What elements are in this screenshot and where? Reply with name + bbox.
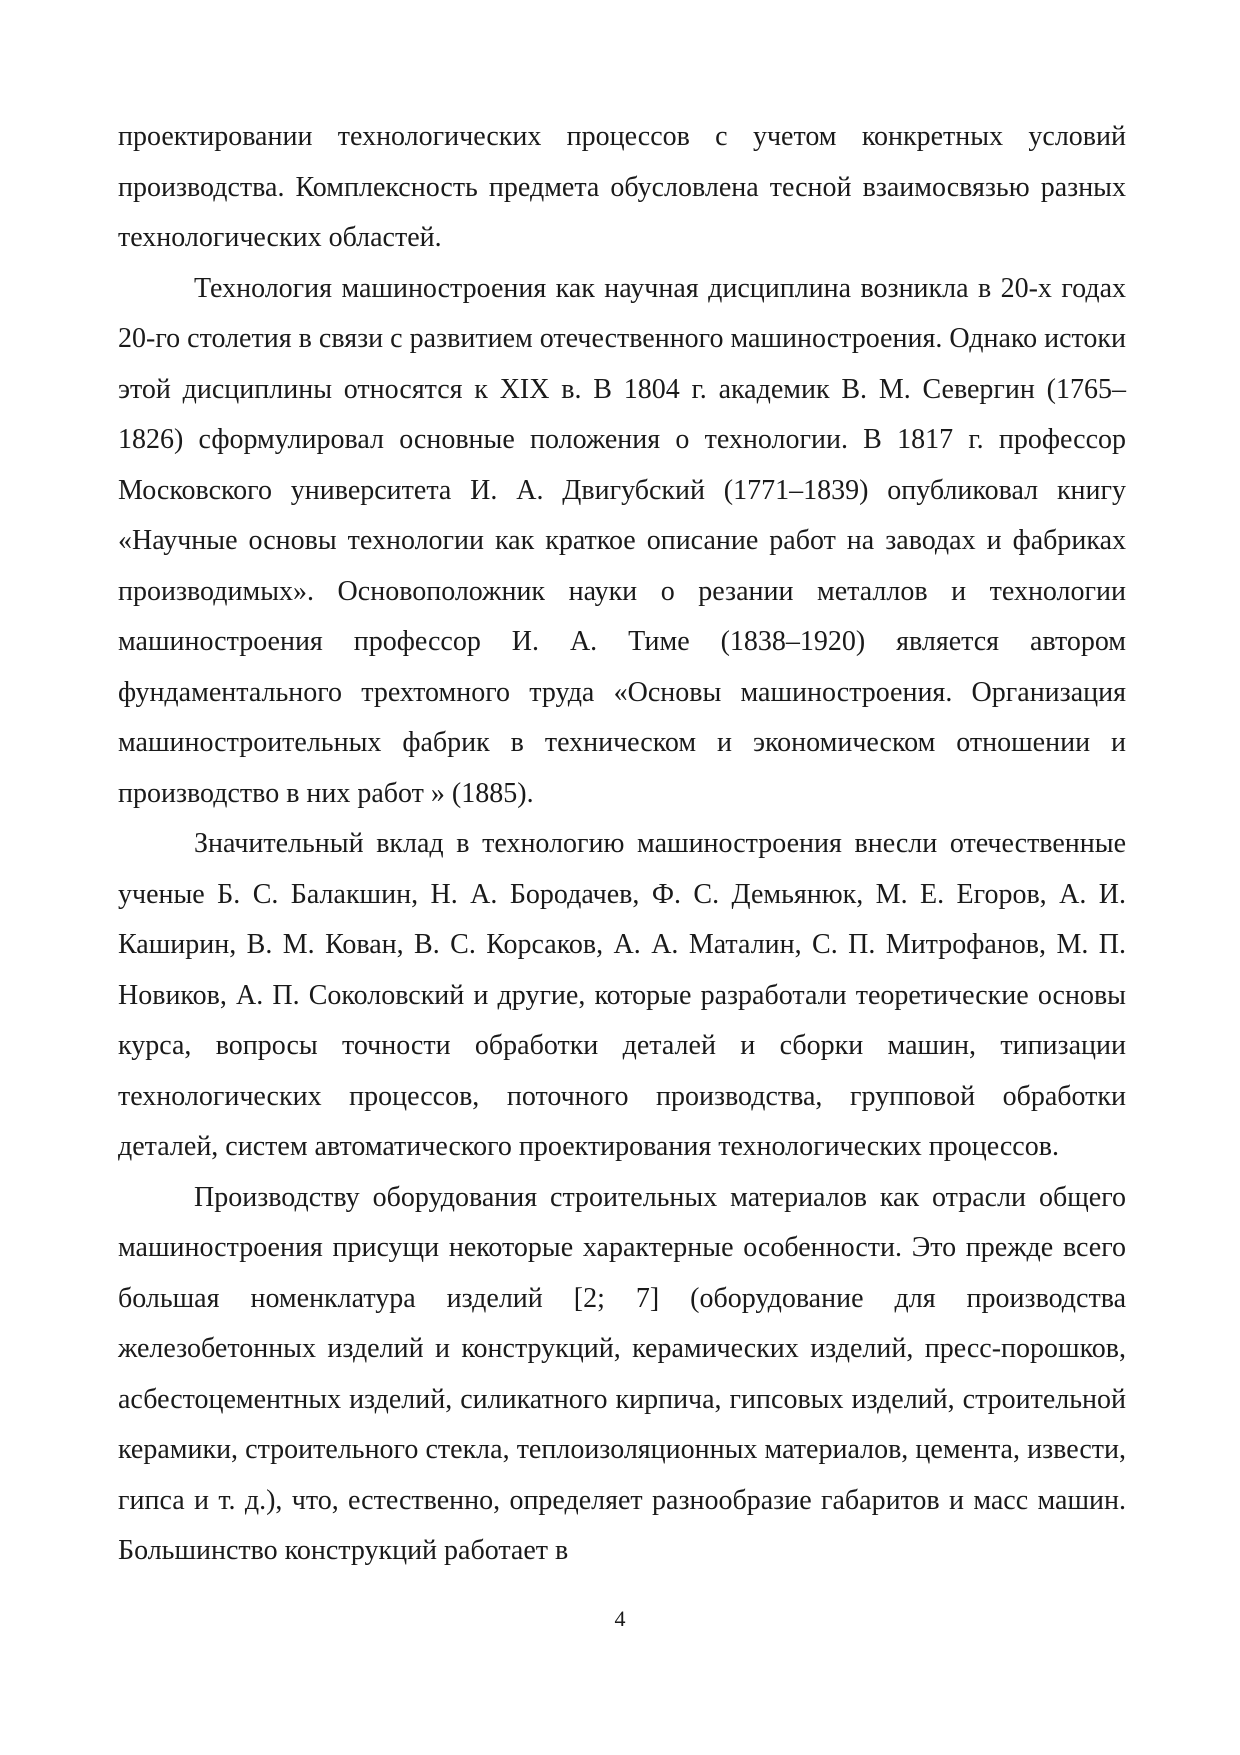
paragraph-history: Технология машиностроения как научная дисциплина возникла в 20-х годах 20-го столетия в связи с развитием отечественного машиностроения. Однако истоки этой дисциплины относятся к XIX в. В 1804 г. академик В. М. Севергин (1765–1826) сформулировал основные положения о технологии. В 1817 г. профессор Московского университета И. А. Двигубский (1771–1839) опубликовал книгу «Научные основы технологии как краткое описание работ на заводах и фабриках производимых». Основоположник науки о резании металлов и технологии машиностроения профессор И. А. Тиме (1838–1920) является автором фундаментального трехтомного труда «Основы машиностроения. Организация машиностроительных фабрик в техническом и экономическом отношении и производство в них работ » (1885). <box>118 272 1126 809</box>
paragraph-building-materials: Производству оборудования строительных материалов как отрасли общего машиностроения присущи некоторые характерные особенности. Это прежде всего большая номенклатура изделий [2; 7] (оборудование для производства железобетонных изделий и конструкций, керамических изделий, пресс-порошков, асбестоцементных изделий, силикатного кирпича, гипсовых изделий, строительной керамики, строительного стекла, теплоизоляционных материалов, цемента, извести, гипса и т. д.), что, естественно, определяет разнообразие габаритов и масс машин. Большинство конструкций работает в <box>118 1181 1126 1566</box>
paragraph-scientists: Значительный вклад в технологию машиностроения внесли отечественные ученые Б. С. Балакшин, Н. А. Бородачев, Ф. С. Демьянюк, М. Е. Егоров, А. И. Каширин, В. М. Кован, В. С. Корсаков, А. А. Маталин, С. П. Митрофанов, М. П. Новиков, А. П. Соколовский и другие, которые разработали теоретические основы курса, вопросы точности обработки деталей и сборки машин, типизации технологических процессов, поточного производства, групповой обработки деталей, систем автоматического проектирования технологических процессов. <box>118 828 1126 1162</box>
paragraph-continuation: проектировании технологических процессов с учетом конкретных условий производства. Комплексность предмета обусловлена тесной взаимосвязью разных технологических областей. <box>118 121 1126 253</box>
page-number: 4 <box>614 1606 626 1631</box>
body-text <box>118 112 1126 1577</box>
